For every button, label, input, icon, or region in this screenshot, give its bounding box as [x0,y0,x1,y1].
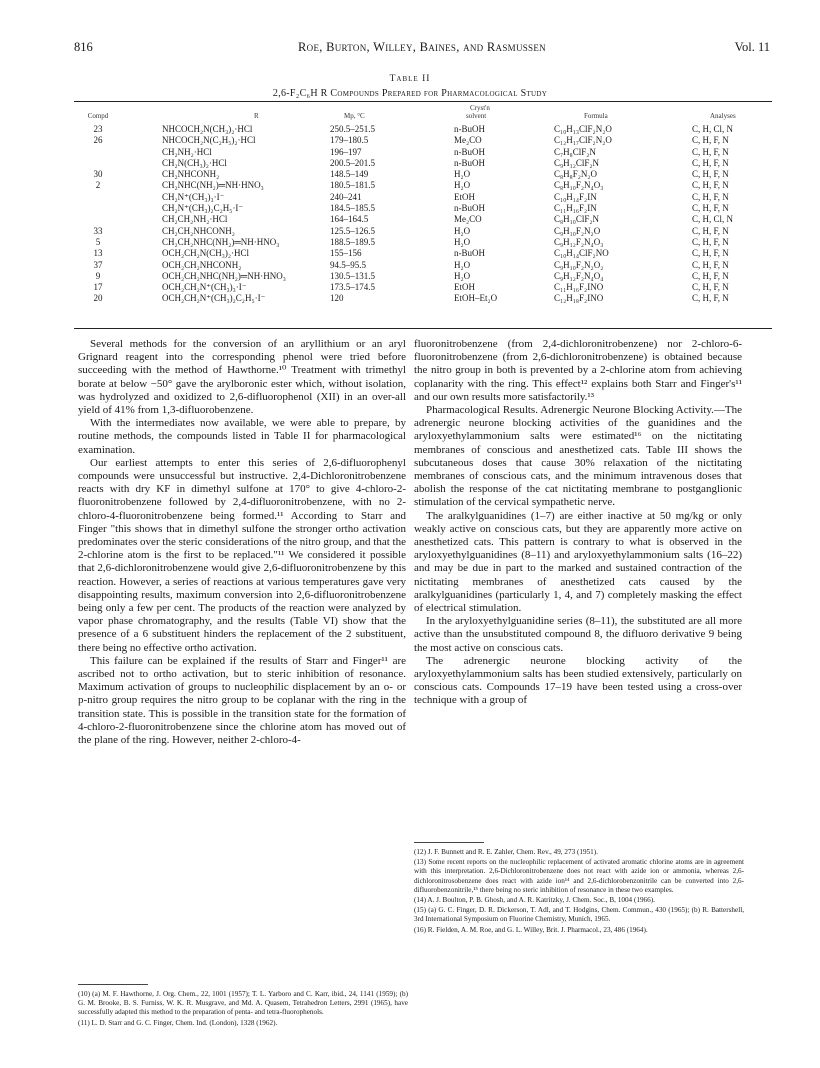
header-analyses: Analyses [710,112,736,120]
cell-r: CH₂N(CH₃)₂·HCl [162,157,227,168]
table-row [74,237,772,248]
cell-mp: 155–156 [330,248,362,259]
header-solvent-line2: solvent [466,112,487,120]
cell-solvent: H₂O [454,236,471,247]
table-row [74,135,772,146]
cell-compd: 37 [93,259,103,270]
cell-formula: C₁₀H₁₄ClF₂NO [554,248,609,259]
cell-mp: 200.5–201.5 [330,157,375,168]
cell-r: CH₂NHC(NH₂)═NH·HNO₃ [162,180,264,191]
header-mp: Mp, °C [344,112,365,120]
page-number: 816 [74,40,93,54]
cell-compd: 17 [93,282,103,293]
footnote: (10) (a) M. F. Hawthorne, J. Org. Chem., 22, 1001 (1957); T. L. Yarboro and C. Karr, ibid., 24, 1141 (1959); (b) G. M. Brooke, B. S. Furniss, W. K. R. Musgrave, and Md. A. Quasem, Tetrahedron Letters, 2991 (1965), have successfully adapted this method to the preparation of penta- and tetra-fluorophenols. [78,990,408,1017]
cell-r: NHCOCH₂N(CH₃)₂·HCl [162,124,253,134]
cell-formula: C₇H₈ClF₂N [554,146,596,157]
cell-formula: C₉H₁₂F₂N₄O₄ [554,270,604,281]
cell-formula: C₈H₁₀ClF₂N [554,214,600,225]
cell-analyses: C, H, F, N [692,146,729,157]
cell-solvent: H₂O [454,225,471,236]
cell-compd: 9 [95,270,101,281]
cell-analyses: C, H, F, N [692,293,729,304]
footnote-rule-left [78,984,148,985]
cell-solvent: EtOH [454,191,475,202]
cell-mp: 164–164.5 [330,214,369,225]
cell-solvent: H₂O [454,169,471,180]
body-paragraph: In the aryloxyethylguanidine series (8–11), the substituted are all more active than the unsubstituted compound 8, the difluoro derivative 9 being the most active on conscious cats. [414,615,742,654]
body-paragraph: Pharmacological Results. Adrenergic Neurone Blocking Activity.—The adrenergic neurone blocking activities of the guanidines and the aryloxyethylammonium salts were estimated¹⁶ on the nictitating membranes of conscious and anesthetized cats. Table III shows the subcutaneous doses that cause 30% relaxation of the nictitating membranes of conscious cats, and the minimum intravenous doses that abolish the response of the cat nictitating membrane to postganglionic stimulation of the cervical sympathetic nerve. [414,404,742,509]
cell-formula: C₁₁H₁₆F₂IN [554,203,597,214]
body-paragraph: With the intermediates now available, we were able to prepare, by routine methods, the compounds listed in Table II for pharmacological examination. [78,417,406,456]
table-row [74,293,772,304]
header-compd: Compd [87,112,109,120]
cell-compd: 20 [93,293,103,304]
cell-mp: 125.5–126.5 [330,225,375,236]
cell-formula: C₈H₈F₂N₂O [554,169,598,180]
cell-formula: C₉H₁₀F₂N₂O [554,225,601,236]
table-row [74,124,772,135]
footnote-rule-right [414,842,484,843]
table-row [74,180,772,191]
cell-analyses: C, H, F, N [692,225,729,236]
cell-analyses: C, H, F, N [692,259,729,270]
cell-analyses: C, H, F, N [692,282,729,293]
body-paragraph: The adrenergic neurone blocking activity of the aryloxyethylammonium salts has been studied extensively, particularly on conscious cats. Compounds 17–19 have been tested using a cross-over technique with a group of [414,654,742,707]
cell-formula: C₉H₁₀F₂N₂O₂ [554,259,604,270]
cell-solvent: H₂O [454,270,471,281]
table-row [74,169,772,180]
table-header [74,104,772,124]
table-label: Table II [389,74,431,84]
table-row [74,248,772,259]
cell-compd: 26 [93,135,103,146]
cell-solvent: EtOH–Et₂O [454,293,498,304]
cell-r: CH₂CH₂NHC(NH₂)═NH·HNO₃ [162,236,280,247]
cell-formula: C₁₂H₁₇ClF₂N₂O [554,135,612,146]
cell-analyses: C, H, F, N [692,236,729,247]
cell-formula: C₁₂H₁₈F₂INO [554,293,604,304]
cell-analyses: C, H, F, N [692,157,729,168]
cell-mp: 250.5–251.5 [330,124,375,134]
volume-label: Vol. 11 [734,40,770,54]
cell-analyses: C, H, F, N [692,169,729,180]
cell-compd: 30 [93,169,103,180]
header-r: R [254,112,259,120]
table-row [74,226,772,237]
cell-solvent: Me₂CO [454,135,482,146]
body-paragraph: This failure can be explained if the results of Starr and Finger¹¹ are ascribed not to ortho activation, but to steric inhibition of resonance. Maximum activation of groups to nucleophilic displacement by an o- or p-nitro group requires the nitro group to be coplanar with the ring in the transition state. This is possible in the transition state for the formation of 4-chloro-2-fluoronitrobenzene since the chlorine atom has moved out of the plane of the ring. However, neither 2-chloro-4- [78,654,406,747]
body-paragraph: Our earliest attempts to enter this series of 2,6-difluorophenyl compounds were unsuccessful but instructive. 2,4-Dichloronitrobenzene reacts with dry KF in dimethyl sulfone at 170° to give 4-chloro-2-fluoronitrobenzene followed by 2,4-difluoronitrobenzene, with no 2-chloro-4-fluoronitrobenzene being formed.¹¹ According to Starr and Finger "this shows that in dimethyl sulfone the stronger ortho activation predominates over the steric considerations of the nitro group, and that the 2-chlorine atom is the first to be replaced."¹¹ We considered it possible that 2,6-dichloronitrobenzene would give 2,6-difluoronitrobenzene by this reaction. However, a series of reactions at various temperatures gave very disappointing results, maximum conversion into 2,6-difluoronitrobenzene being only a few per cent. The products of the reaction were analyzed by vapor phase chromatography, and the results (Table VI) show that the presence of a 6 substituent hinders the replacement of the 2 substituent, there being no effective ortho activation. [78,456,406,654]
cell-r: OCH₂CH₂N(CH₃)₂·HCl [162,248,250,259]
cell-analyses: C, H, F, N [692,135,729,146]
cell-mp: 94.5–95.5 [330,259,366,270]
cell-formula: C₁₁H₁₆F₂INO [554,282,604,293]
cell-r: CH₂CH₂NHCONH₂ [162,225,235,236]
cell-solvent: H₂O [454,259,471,270]
cell-solvent: EtOH [454,282,475,293]
cell-r: CH₂CH₂NH₂·HCl [162,214,228,225]
table-caption: 2,6-F₂C₆H R Compounds Prepared for Pharmacological Study [272,88,548,99]
cell-mp: 173.5–174.5 [330,282,375,293]
body-paragraph: Several methods for the conversion of an aryllithium or an aryl Grignard reagent into the corresponding phenol were tried before succeeding with the method of Hawthorne.¹⁰ Treatment with trimethyl borate at below −50° gave the arylboronic ester which, without isolation, was hydrolyzed and oxidized to 2,6-difluorophenol (XII) in an over-all yield of 41% from 1,3-difluorobenzene. [78,338,406,417]
footnote: (14) A. J. Boulton, P. B. Ghosh, and A. R. Katritzky, J. Chem. Soc., B, 1004 (1966). [414,896,655,905]
cell-solvent: n-BuOH [454,248,485,259]
cell-mp: 240–241 [330,191,362,202]
cell-analyses: C, H, Cl, N [692,124,734,134]
cell-mp: 188.5–189.5 [330,236,375,247]
cell-r: CH₂N⁺(CH₃)₃·I⁻ [162,191,225,202]
header-solvent-line1: Cryst'n [470,104,490,112]
footnote: (12) J. F. Bunnett and R. E. Zahler, Chem. Rev., 49, 273 (1951). [414,848,598,856]
compound-table [74,104,772,305]
header-formula: Formula [584,112,608,120]
body-paragraph: fluoronitrobenzene (from 2,4-dichloronitrobenzene) nor 2-chloro-6-fluoronitrobenzene (from 2,6-dichloronitrobenzene) is obtained because the nitro group in both is prevented by a 2-chlorine atom from achieving coplanarity with the ring. This effect¹² explains both Starr and Finger's¹¹ and our own results more satisfactorily.¹³ [414,338,742,403]
table-bottom-rule [74,328,772,329]
cell-mp: 120 [330,293,344,304]
cell-solvent: Me₂CO [454,214,482,225]
cell-compd: 2 [95,180,101,191]
cell-mp: 130.5–131.5 [330,270,375,281]
table-body [74,124,772,305]
cell-analyses: C, H, F, N [692,270,729,281]
cell-analyses: C, H, F, N [692,180,729,191]
cell-r: OCH₂CH₂N⁺(CH₃)₂C₂H₅·I⁻ [162,293,266,304]
footnote: (11) L. D. Starr and G. C. Finger, Chem. Ind. (London), 1328 (1962). [78,1018,278,1027]
table-row [74,282,772,293]
cell-compd: 33 [93,225,103,236]
cell-compd: 5 [95,236,101,247]
cell-solvent: H₂O [454,180,471,191]
cell-mp: 148.5–149 [330,169,369,180]
right-column [414,338,742,708]
running-head-authors: Roe, Burton, Willey, Baines, and Rasmussen [298,40,546,54]
left-column [78,338,406,747]
footnote: (15) (a) G. C. Finger, D. R. Dickerson, T. Adl, and T. Hodgins, Chem. Commun., 430 (1965); (b) R. Battershell, 3rd International Symposium on Fluorine Chemistry, Munich, 1965. [414,906,744,924]
table-row [74,260,772,271]
cell-formula: C₁₀H₁₄F₂IN [554,191,597,202]
cell-solvent: n-BuOH [454,124,485,134]
cell-mp: 196–197 [330,146,362,157]
cell-r: OCH₂CH₂N⁺(CH₃)₃·I⁻ [162,282,247,293]
cell-compd: 13 [93,248,103,259]
table-row [74,158,772,169]
footnotes-right [414,848,744,936]
cell-formula: C₁₀H₁₃ClF₂N₂O [554,124,612,134]
running-head [74,40,770,56]
cell-r: CH₂NH₂·HCl [162,146,212,157]
cell-compd: 23 [93,124,103,134]
table-row [74,214,772,225]
cell-analyses: C, H, F, N [692,248,729,259]
cell-r: OCH₂CH₂NHCONH₂ [162,259,242,270]
cell-r: NHCOCH₂N(C₂H₅)₂·HCl [162,135,256,146]
cell-formula: C₉H₁₂F₂N₄O₃ [554,236,604,247]
cell-mp: 179–180.5 [330,135,369,146]
table-row [74,192,772,203]
cell-analyses: C, H, F, N [692,203,729,214]
cell-analyses: C, H, Cl, N [692,214,734,225]
cell-mp: 180.5–181.5 [330,180,375,191]
cell-solvent: n-BuOH [454,157,485,168]
cell-r: CH₂NHCONH₂ [162,169,220,180]
body-paragraph: The aralkylguanidines (1–7) are either inactive at 50 mg/kg or only weakly active on conscious cats, but they are apparently more active on anesthetized cats. This pattern is contrary to what is observed in the aryloxyethylguanidines (8–11) and aryloxyethylammonium salts (16–22) and may be due in part to the marked and sustained contraction of the nictitating membranes of anesthetized cats caused by the aralkylguanidines (particularly 1, 4, and 7) completely masking the effect of electrical stimulation. [414,509,742,615]
cell-analyses: C, H, F, N [692,191,729,202]
footnote: (16) R. Fielden, A. M. Roe, and G. L. Willey, Brit. J. Pharmacol., 23, 486 (1964). [414,925,648,934]
cell-solvent: n-BuOH [454,203,485,214]
cell-r: OCH₂CH₂NHC(NH₂)═NH·HNO₃ [162,270,286,281]
cell-formula: C₈H₁₀F₂N₄O₃ [554,180,604,191]
cell-formula: C₉H₁₂ClF₂N [554,157,600,168]
cell-solvent: n-BuOH [454,146,485,157]
table-top-rule [74,101,772,102]
footnotes-left [78,990,408,1029]
table-row [74,271,772,282]
footnote: (13) Some recent reports on the nucleophilic replacement of activated aromatic chlorine atoms are in agreement with this interpretation. 2,6-Dichloronitrobenzene does not react with azide ion or ammonia, whereas 2,6-dichloronitrosobenzene does react with azide ion¹⁴ and 2,6-dichlorobenzonitrile can be converted into 2,6-difluorobenzonitrile,¹⁵ there being no steric inhibition of resonance in these two examples. [414,858,744,894]
cell-r: CH₂N⁺(CH₃)₂C₂H₅·I⁻ [162,203,244,214]
cell-mp: 184.5–185.5 [330,203,375,214]
table-row [74,147,772,158]
table-row [74,203,772,214]
